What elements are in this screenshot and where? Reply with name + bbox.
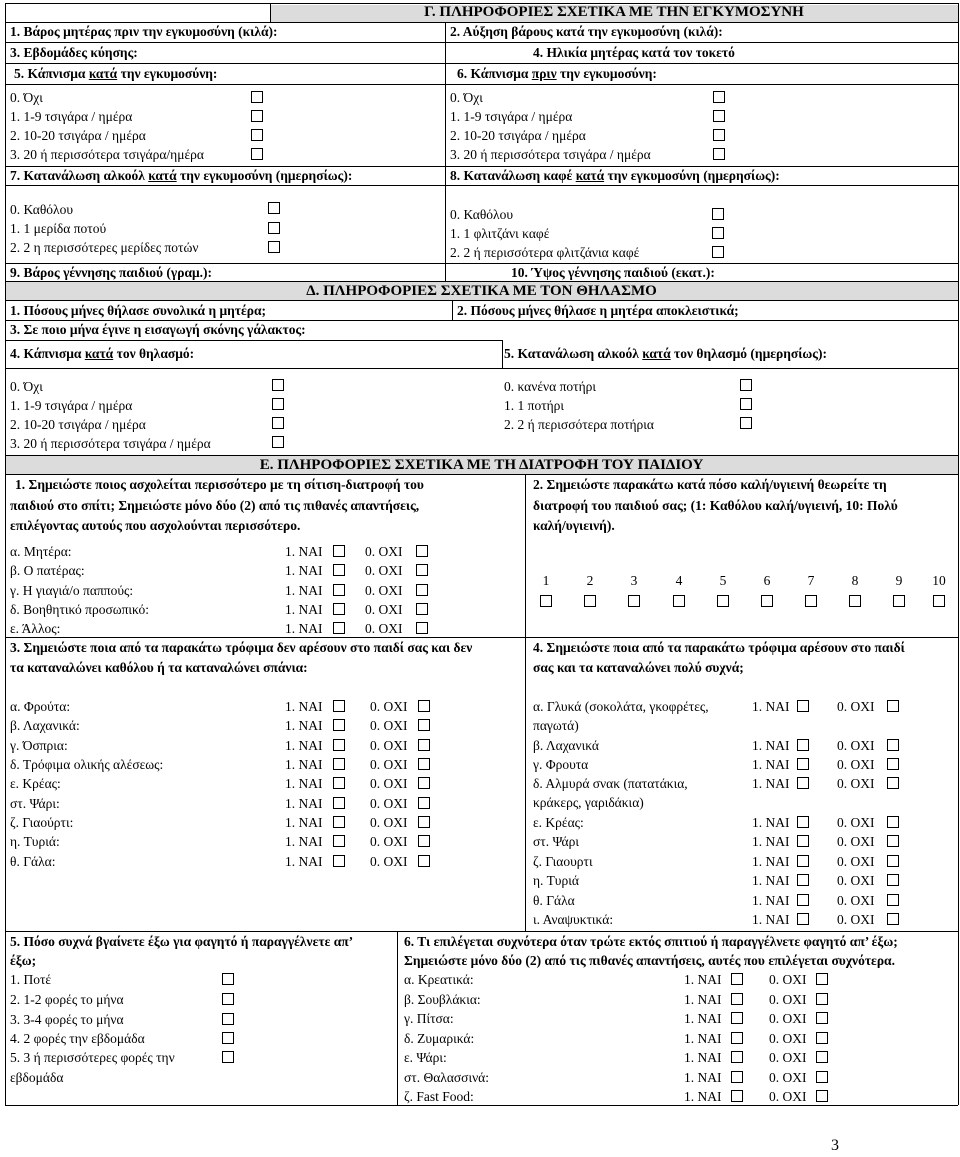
- row-label: στ. Θαλασσινά:: [404, 1070, 490, 1085]
- yes-label: 1. ΝΑΙ: [752, 873, 790, 888]
- scale-checkbox[interactable]: [540, 595, 552, 607]
- no-label: 0. ΟΧΙ: [837, 776, 875, 791]
- checkbox-yes[interactable]: [797, 739, 809, 751]
- checkbox-no[interactable]: [816, 1032, 828, 1044]
- yes-label: 1. ΝΑΙ: [752, 738, 790, 753]
- checkbox-no[interactable]: [816, 993, 828, 1005]
- option-label: 0. Όχι: [10, 379, 43, 394]
- checkbox[interactable]: [713, 129, 725, 141]
- no-label: 0. ΟΧΙ: [769, 972, 807, 987]
- yes-label: 1. ΝΑΙ: [285, 815, 323, 830]
- checkbox-no[interactable]: [887, 777, 899, 789]
- row-label: α. Γλυκά (σοκολάτα, γκοφρέτες,: [533, 699, 709, 714]
- row-label: ι. Αναψυκτικά:: [533, 912, 614, 927]
- checkbox[interactable]: [713, 148, 725, 160]
- checkbox[interactable]: [740, 398, 752, 410]
- scale-number: 10: [932, 573, 946, 588]
- option-label: 2. 2 η περισσότερες μερίδες ποτών: [10, 240, 199, 255]
- checkbox-yes[interactable]: [333, 719, 345, 731]
- checkbox-yes[interactable]: [797, 855, 809, 867]
- checkbox-yes[interactable]: [797, 835, 809, 847]
- yes-label: 1. ΝΑΙ: [684, 972, 722, 987]
- row-label: α. Φρούτα:: [10, 699, 71, 714]
- row-label: α. Μητέρα:: [10, 544, 72, 559]
- row-label: β. Λαχανικά:: [10, 718, 80, 733]
- q-liked-foods: 4. Σημειώστε ποια από τα παρακάτω τρόφιμα αρέσουν στο παιδί: [533, 640, 905, 655]
- row-label: η. Τυριά: [533, 873, 579, 888]
- row-label: στ. Ψάρι: [533, 834, 579, 849]
- scale-number: 8: [851, 573, 859, 588]
- no-label: 0. ΟΧΙ: [370, 738, 408, 753]
- scale-number: 4: [675, 573, 683, 588]
- option-label: 0. κανένα ποτήρι: [504, 379, 597, 394]
- checkbox[interactable]: [268, 241, 280, 253]
- option-label: 1. 1 μερίδα ποτού: [10, 221, 107, 236]
- row-label: ζ. Γιαούρτι:: [10, 815, 74, 830]
- no-label: 0. ΟΧΙ: [370, 776, 408, 791]
- checkbox-yes[interactable]: [333, 855, 345, 867]
- option-label: 1. 1 ποτήρι: [504, 398, 565, 413]
- checkbox-no[interactable]: [887, 855, 899, 867]
- option-label: 3. 3-4 φορές το μήνα: [10, 1012, 124, 1027]
- yes-label: 1. ΝΑΙ: [752, 815, 790, 830]
- no-label: 0. ΟΧΙ: [365, 621, 403, 636]
- checkbox-yes[interactable]: [797, 894, 809, 906]
- checkbox[interactable]: [251, 91, 263, 103]
- q-liked-foods-line2: σας και τα καταναλώνει πολύ συχνά;: [533, 660, 744, 675]
- checkbox-yes[interactable]: [333, 700, 345, 712]
- row-label: γ. Φρουτα: [533, 757, 589, 772]
- checkbox[interactable]: [222, 1032, 234, 1044]
- no-label: 0. ΟΧΙ: [837, 738, 875, 753]
- checkbox-no[interactable]: [887, 700, 899, 712]
- yes-label: 1. ΝΑΙ: [285, 602, 323, 617]
- checkbox-yes[interactable]: [333, 835, 345, 847]
- checkbox-no[interactable]: [418, 835, 430, 847]
- checkbox-no[interactable]: [416, 584, 428, 596]
- checkbox[interactable]: [712, 246, 724, 258]
- no-label: 0. ΟΧΙ: [365, 544, 403, 559]
- page-number: 3: [831, 1137, 839, 1154]
- checkbox-no[interactable]: [887, 894, 899, 906]
- checkbox-yes[interactable]: [333, 564, 345, 576]
- row-label: ε. Ψάρι:: [404, 1050, 447, 1065]
- checkbox[interactable]: [712, 227, 724, 239]
- row-label: δ. Αλμυρά σνακ (πατατάκια,: [533, 776, 688, 791]
- scale-checkbox[interactable]: [717, 595, 729, 607]
- q-eating-out-frequency-line2: έξω;: [10, 953, 37, 968]
- row-label: ζ. Γιαουρτι: [533, 854, 593, 869]
- q-birth-weight: 9. Βάρος γέννησης παιδιού (γραμ.):: [10, 265, 213, 280]
- q-birth-height: 10. Ύψος γέννησης παιδιού (εκατ.):: [511, 265, 715, 280]
- scale-checkbox[interactable]: [893, 595, 905, 607]
- q-eating-out-choices: 6. Τι επιλέγεται συχνότερα όταν τρώτε εκτός σπιτιού ή παραγγέλνετε φαγητό απ’ έξω;: [404, 934, 898, 949]
- no-label: 0. ΟΧΙ: [370, 757, 408, 772]
- row-label: β. Ο πατέρας:: [10, 563, 85, 578]
- checkbox[interactable]: [251, 129, 263, 141]
- checkbox[interactable]: [740, 379, 752, 391]
- row-label: β. Λαχανικά: [533, 738, 599, 753]
- checkbox-yes[interactable]: [797, 777, 809, 789]
- no-label: 0. ΟΧΙ: [769, 1031, 807, 1046]
- q-alcohol-during-breastfeeding: 5. Κατανάλωση αλκοόλ κατά τον θηλασμό (ημερησίως):: [504, 346, 827, 361]
- checkbox-no[interactable]: [418, 739, 430, 751]
- option-label: 1. 1-9 τσιγάρα / ημέρα: [10, 109, 133, 124]
- checkbox-yes[interactable]: [797, 758, 809, 770]
- checkbox[interactable]: [251, 110, 263, 122]
- checkbox[interactable]: [713, 110, 725, 122]
- checkbox-yes[interactable]: [333, 816, 345, 828]
- no-label: 0. ΟΧΙ: [370, 699, 408, 714]
- yes-label: 1. ΝΑΙ: [684, 1050, 722, 1065]
- no-label: 0. ΟΧΙ: [837, 757, 875, 772]
- q-breastfeeding-months-total: 1. Πόσους μήνες θήλασε συνολικά η μητέρα;: [10, 303, 267, 318]
- scale-number: 1: [542, 573, 550, 588]
- yes-label: 1. ΝΑΙ: [285, 854, 323, 869]
- checkbox-no[interactable]: [418, 777, 430, 789]
- checkbox-yes[interactable]: [333, 545, 345, 557]
- option-label: 1. 1-9 τσιγάρα / ημέρα: [450, 109, 573, 124]
- no-label: 0. ΟΧΙ: [837, 699, 875, 714]
- yes-label: 1. ΝΑΙ: [684, 992, 722, 1007]
- row-label: α. Κρεατικά:: [404, 972, 474, 987]
- checkbox[interactable]: [222, 1051, 234, 1063]
- yes-label: 1. ΝΑΙ: [285, 583, 323, 598]
- yes-label: 1. ΝΑΙ: [285, 544, 323, 559]
- checkbox-yes[interactable]: [731, 993, 743, 1005]
- checkbox[interactable]: [251, 148, 263, 160]
- checkbox-yes[interactable]: [333, 603, 345, 615]
- q-smoking-during-breastfeeding: 4. Κάπνισμα κατά τον θηλασμό:: [10, 346, 195, 361]
- q-eating-out-frequency: 5. Πόσο συχνά βγαίνετε έξω για φαγητό ή παραγγέλνετε απ’: [10, 934, 354, 949]
- option-label: 0. Όχι: [10, 90, 43, 105]
- checkbox[interactable]: [268, 202, 280, 214]
- q-smoking-during-pregnancy: 5. Κάπνισμα κατά την εγκυμοσύνη:: [14, 66, 218, 81]
- row-label: δ. Βοηθητικό προσωπικό:: [10, 602, 150, 617]
- checkbox-no[interactable]: [887, 874, 899, 886]
- row-label: δ. Τρόφιμα ολικής αλέσεως:: [10, 757, 164, 772]
- row-label: θ. Γάλα:: [10, 854, 56, 869]
- option-label: 1. 1-9 τσιγάρα / ημέρα: [10, 398, 133, 413]
- checkbox-no[interactable]: [418, 758, 430, 770]
- q-coffee-during-pregnancy: 8. Κατανάλωση καφέ κατά την εγκυμοσύνη (ημερησίως):: [450, 168, 780, 183]
- yes-label: 1. ΝΑΙ: [285, 738, 323, 753]
- checkbox-no[interactable]: [816, 1090, 828, 1102]
- yes-label: 1. ΝΑΙ: [752, 912, 790, 927]
- yes-label: 1. ΝΑΙ: [684, 1011, 722, 1026]
- q-weight-gain: 2. Αύξηση βάρους κατά την εγκυμοσύνη (κιλά):: [450, 24, 723, 39]
- checkbox-yes[interactable]: [731, 1090, 743, 1102]
- q-gestation-weeks: 3. Εβδομάδες κύησης:: [10, 45, 138, 60]
- checkbox-yes[interactable]: [731, 973, 743, 985]
- checkbox[interactable]: [222, 993, 234, 1005]
- checkbox-no[interactable]: [416, 622, 428, 634]
- yes-label: 1. ΝΑΙ: [285, 563, 323, 578]
- option-label: 1. 1 φλιτζάνι καφέ: [450, 226, 550, 241]
- checkbox-yes[interactable]: [333, 584, 345, 596]
- checkbox-yes[interactable]: [333, 739, 345, 751]
- checkbox-no[interactable]: [418, 797, 430, 809]
- checkbox-yes[interactable]: [333, 777, 345, 789]
- row-label: γ. Η γιαγιά/ο παππούς:: [10, 583, 134, 598]
- no-label: 0. ΟΧΙ: [769, 1011, 807, 1026]
- q-smoking-before-pregnancy: 6. Κάπνισμα πριν την εγκυμοσύνη:: [457, 66, 657, 81]
- checkbox-no[interactable]: [816, 973, 828, 985]
- q-alcohol-during-pregnancy: 7. Κατανάλωση αλκοόλ κατά την εγκυμοσύνη (ημερησίως):: [10, 168, 353, 183]
- checkbox-yes[interactable]: [333, 797, 345, 809]
- checkbox-no[interactable]: [418, 816, 430, 828]
- yes-label: 1. ΝΑΙ: [285, 796, 323, 811]
- scale-checkbox[interactable]: [933, 595, 945, 607]
- row-label: β. Σουβλάκια:: [404, 992, 481, 1007]
- checkbox[interactable]: [272, 379, 284, 391]
- scale-number: 7: [807, 573, 815, 588]
- scale-checkbox[interactable]: [673, 595, 685, 607]
- yes-label: 1. ΝΑΙ: [285, 834, 323, 849]
- option-label: 0. Όχι: [450, 90, 483, 105]
- scale-checkbox[interactable]: [761, 595, 773, 607]
- checkbox-yes[interactable]: [333, 622, 345, 634]
- option-label-continued: εβδομάδα: [10, 1070, 64, 1085]
- yes-label: 1. ΝΑΙ: [285, 621, 323, 636]
- no-label: 0. ΟΧΙ: [769, 1089, 807, 1104]
- checkbox-no[interactable]: [887, 835, 899, 847]
- option-label: 2. 2 ή περισσότερα ποτήρια: [504, 417, 654, 432]
- q-breastfeeding-months-exclusive: 2. Πόσους μήνες θήλασε η μητέρα αποκλειστικά;: [457, 303, 739, 318]
- q-diet-rating-line3: καλή/υγιεινή).: [533, 518, 615, 533]
- no-label: 0. ΟΧΙ: [365, 602, 403, 617]
- no-label: 0. ΟΧΙ: [370, 815, 408, 830]
- no-label: 0. ΟΧΙ: [370, 834, 408, 849]
- scale-number: 6: [763, 573, 771, 588]
- q-eating-out-choices-line2: Σημειώστε μόνο δύο (2) από τις πιθανές απαντήσεις, αυτές που επιλέγεται συχνότερα.: [404, 953, 895, 968]
- q-mother-age: 4. Ηλικία μητέρας κατά τον τοκετό: [533, 45, 735, 60]
- checkbox[interactable]: [740, 417, 752, 429]
- checkbox[interactable]: [272, 417, 284, 429]
- checkbox-yes[interactable]: [797, 913, 809, 925]
- scale-number: 3: [630, 573, 638, 588]
- row-label: γ. Πίτσα:: [404, 1011, 454, 1026]
- checkbox[interactable]: [272, 398, 284, 410]
- q-feeding-responsible-line3: επιλέγοντας αυτούς που ασχολούνται περισσότερο.: [10, 518, 301, 533]
- no-label: 0. ΟΧΙ: [769, 1070, 807, 1085]
- option-label: 4. 2 φορές την εβδομάδα: [10, 1031, 145, 1046]
- option-label: 0. Καθόλου: [10, 202, 74, 217]
- scale-checkbox[interactable]: [805, 595, 817, 607]
- no-label: 0. ΟΧΙ: [365, 583, 403, 598]
- yes-label: 1. ΝΑΙ: [752, 893, 790, 908]
- checkbox-no[interactable]: [416, 545, 428, 557]
- checkbox-yes[interactable]: [333, 758, 345, 770]
- checkbox-no[interactable]: [418, 700, 430, 712]
- section-d-title: Δ. ΠΛΗΡΟΦΟΡΙΕΣ ΣΧΕΤΙΚΑ ΜΕ ΤΟΝ ΘΗΛΑΣΜΟ: [306, 283, 657, 299]
- checkbox-yes[interactable]: [797, 816, 809, 828]
- no-label: 0. ΟΧΙ: [837, 873, 875, 888]
- checkbox[interactable]: [222, 1013, 234, 1025]
- no-label: 0. ΟΧΙ: [370, 796, 408, 811]
- checkbox-yes[interactable]: [731, 1032, 743, 1044]
- q-formula-introduction-month: 3. Σε ποιο μήνα έγινε η εισαγωγή σκόνης γάλακτος:: [10, 322, 306, 337]
- option-label: 2. 10-20 τσιγάρα / ημέρα: [450, 128, 586, 143]
- yes-label: 1. ΝΑΙ: [752, 776, 790, 791]
- option-label: 3. 20 ή περισσότερα τσιγάρα / ημέρα: [450, 147, 651, 162]
- yes-label: 1. ΝΑΙ: [752, 854, 790, 869]
- option-label: 2. 10-20 τσιγάρα / ημέρα: [10, 128, 146, 143]
- no-label: 0. ΟΧΙ: [769, 1050, 807, 1065]
- row-label: δ. Ζυμαρικά:: [404, 1031, 475, 1046]
- no-label: 0. ΟΧΙ: [837, 893, 875, 908]
- checkbox-yes[interactable]: [731, 1071, 743, 1083]
- checkbox-no[interactable]: [887, 816, 899, 828]
- row-label: στ. Ψάρι:: [10, 796, 60, 811]
- checkbox-yes[interactable]: [797, 874, 809, 886]
- row-label: θ. Γάλα: [533, 893, 575, 908]
- scale-checkbox[interactable]: [628, 595, 640, 607]
- checkbox[interactable]: [222, 973, 234, 985]
- checkbox-no[interactable]: [816, 1012, 828, 1024]
- yes-label: 1. ΝΑΙ: [285, 699, 323, 714]
- option-label: 2. 10-20 τσιγάρα / ημέρα: [10, 417, 146, 432]
- q-feeding-responsible: 1. Σημειώστε ποιος ασχολείται περισσότερο με τη σίτιση-διατροφή του: [15, 477, 424, 492]
- no-label: 0. ΟΧΙ: [837, 854, 875, 869]
- checkbox-yes[interactable]: [731, 1012, 743, 1024]
- scale-checkbox[interactable]: [849, 595, 861, 607]
- q-diet-rating-line2: διατροφή του παιδιού σας; (1: Καθόλου καλή/υγιεινή, 10: Πολύ: [533, 498, 898, 513]
- option-label: 3. 20 ή περισσότερα τσιγάρα/ημέρα: [10, 147, 204, 162]
- yes-label: 1. ΝΑΙ: [684, 1089, 722, 1104]
- row-label: ζ. Fast Food:: [404, 1089, 474, 1104]
- yes-label: 1. ΝΑΙ: [752, 757, 790, 772]
- row-label: η. Τυριά:: [10, 834, 60, 849]
- q-diet-rating: 2. Σημειώστε παρακάτω κατά πόσο καλή/υγιεινή θεωρείτε τη: [533, 477, 887, 492]
- checkbox-no[interactable]: [816, 1071, 828, 1083]
- scale-number: 2: [586, 573, 594, 588]
- section-e-title: Ε. ΠΛΗΡΟΦΟΡΙΕΣ ΣΧΕΤΙΚΑ ΜΕ ΤΗ ΔΙΑΤΡΟΦΗ ΤΟΥ ΠΑΙΔΙΟΥ: [259, 457, 704, 473]
- checkbox-no[interactable]: [418, 719, 430, 731]
- q-feeding-responsible-line2: παιδιού στο σπίτι; Σημειώστε μόνο δύο (2) από τις πιθανές απαντήσεις,: [10, 498, 420, 513]
- checkbox-no[interactable]: [416, 603, 428, 615]
- q-disliked-foods: 3. Σημειώστε ποια από τα παρακάτω τρόφιμα δεν αρέσουν στο παιδί σας και δεν: [10, 640, 473, 655]
- option-label: 2. 1-2 φορές το μήνα: [10, 992, 124, 1007]
- scale-number: 9: [895, 573, 903, 588]
- section-g-title: Γ. ΠΛΗΡΟΦΟΡΙΕΣ ΣΧΕΤΙΚΑ ΜΕ ΤΗΝ ΕΓΚΥΜΟΣΥΝΗ: [424, 4, 804, 20]
- no-label: 0. ΟΧΙ: [365, 563, 403, 578]
- checkbox-no[interactable]: [887, 913, 899, 925]
- checkbox-no[interactable]: [887, 739, 899, 751]
- no-label: 0. ΟΧΙ: [769, 992, 807, 1007]
- checkbox[interactable]: [713, 91, 725, 103]
- row-label: ε. Άλλος:: [10, 621, 61, 636]
- yes-label: 1. ΝΑΙ: [684, 1070, 722, 1085]
- no-label: 0. ΟΧΙ: [370, 718, 408, 733]
- row-label-continued: παγωτά): [533, 718, 579, 733]
- option-label: 5. 3 ή περισσότερες φορές την: [10, 1050, 175, 1065]
- option-label: 2. 2 ή περισσότερα φλιτζάνια καφέ: [450, 245, 640, 260]
- no-label: 0. ΟΧΙ: [370, 854, 408, 869]
- q-disliked-foods-line2: τα καταναλώνει καθόλου ή τα καταναλώνει σπάνια:: [10, 660, 308, 675]
- checkbox[interactable]: [272, 436, 284, 448]
- checkbox-yes[interactable]: [797, 700, 809, 712]
- row-label: ε. Κρέας:: [533, 815, 584, 830]
- checkbox-no[interactable]: [816, 1051, 828, 1063]
- yes-label: 1. ΝΑΙ: [752, 834, 790, 849]
- checkbox-no[interactable]: [416, 564, 428, 576]
- option-label: 1. Ποτέ: [10, 972, 52, 987]
- yes-label: 1. ΝΑΙ: [684, 1031, 722, 1046]
- q-mother-weight-before: 1. Βάρος μητέρας πριν την εγκυμοσύνη (κιλά):: [10, 24, 278, 39]
- yes-label: 1. ΝΑΙ: [285, 718, 323, 733]
- checkbox-no[interactable]: [418, 855, 430, 867]
- checkbox-no[interactable]: [887, 758, 899, 770]
- yes-label: 1. ΝΑΙ: [285, 757, 323, 772]
- option-label: 3. 20 ή περισσότερα τσιγάρα / ημέρα: [10, 436, 211, 451]
- yes-label: 1. ΝΑΙ: [285, 776, 323, 791]
- no-label: 0. ΟΧΙ: [837, 815, 875, 830]
- no-label: 0. ΟΧΙ: [837, 834, 875, 849]
- yes-label: 1. ΝΑΙ: [752, 699, 790, 714]
- checkbox-yes[interactable]: [731, 1051, 743, 1063]
- checkbox[interactable]: [712, 208, 724, 220]
- scale-checkbox[interactable]: [584, 595, 596, 607]
- checkbox[interactable]: [268, 222, 280, 234]
- scale-number: 5: [719, 573, 727, 588]
- row-label: γ. Όσπρια:: [10, 738, 68, 753]
- no-label: 0. ΟΧΙ: [837, 912, 875, 927]
- row-label-continued: κράκερς, γαριδάκια): [533, 795, 644, 810]
- row-label: ε. Κρέας:: [10, 776, 61, 791]
- option-label: 0. Καθόλου: [450, 207, 514, 222]
